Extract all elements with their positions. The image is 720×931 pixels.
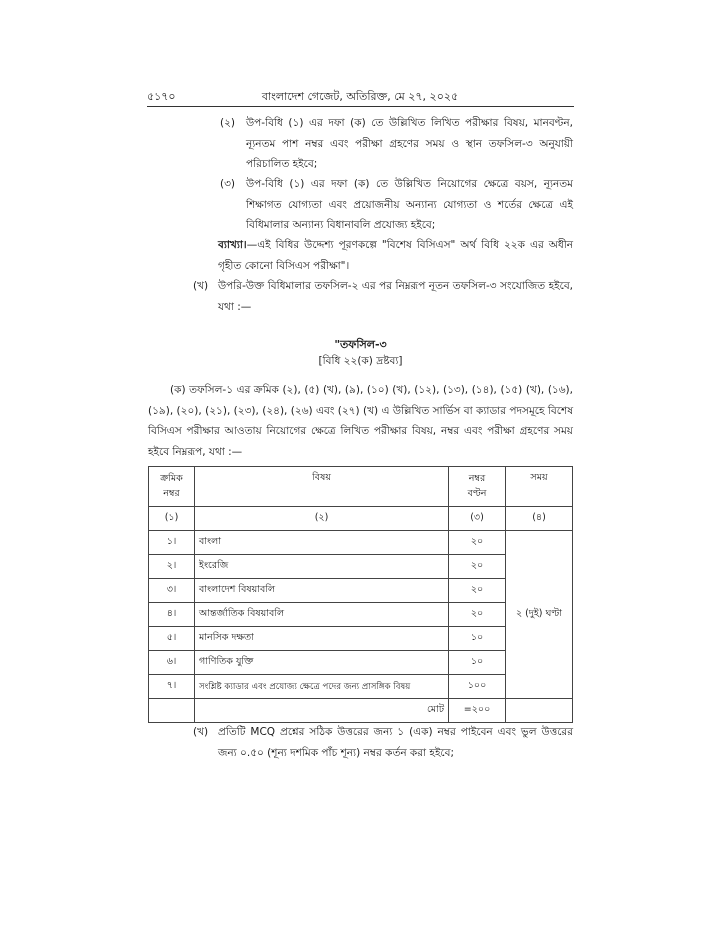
explanation-text: —এই বিধির উদ্দেশ্য পূরণকল্পে "বিশেষ বিসিএস" অর্থ বিধি ২২ক এর অধীন গৃহীত কোনো বিসিএস পরীক্ষা"। [218,239,573,272]
header-serial: ক্রমিক নম্বর [149,467,195,507]
row-marks: ১০ [449,627,506,651]
col-number-2: (২) [195,507,449,531]
header-marks: নম্বর বণ্টন [449,467,506,507]
row-serial: ৫। [149,627,195,651]
schedule-title: "তফসিল-৩ [334,338,387,351]
gazette-title: বাংলাদেশ গেজেট, অতিরিক্ত, মে ২৭, ২০২৫ [261,90,459,103]
clause-kha-text: উপরি-উক্ত বিধিমালার তফসিল-২ এর পর নিম্নরূপ নূতন তফসিল-৩ সংযোজিত হইবে, যথা :— [218,280,573,313]
col-number-3: (৩) [449,507,506,531]
table-header-row [149,467,573,507]
paragraph-ka: (ক) তফসিল-১ এর ক্রমিক (২), (৫) (খ), (৯), (১০) (খ), (১২), (১৩), (১৪), (১৫) (খ), (১৬), (১৯), (২০), (২১), (২৩), (২৪), (২৬) এবং (২৭) (খ) এ উল্লিখিত সার্ভিস বা ক্যাডার পদসমূহে বিশেষ বিসিএস পরীক্ষার আওতায় নিয়োগের ক্ষেত্রে লিখিত পরীক্ষার বিষয়, নম্বর এবং পরীক্ষা গ্রহণের সময় হইবে নিম্নরূপ, যথা :— [148,384,573,458]
row-subject: সংশ্লিষ্ট ক্যাডার এবং প্রযোজ্য ক্ষেত্রে পদের জন্য প্রাসঙ্গিক বিষয় [195,675,449,699]
schedule-reference: [বিধি ২২(ক) দ্রষ্টব্য] [318,355,403,367]
header-divider [147,106,574,107]
clause-2-number: (২) [220,117,236,129]
paragraph-kha-text: প্রতিটি MCQ প্রশ্নের সঠিক উত্তরের জন্য ১ (এক) নম্বর পাইবেন এবং ভুল উত্তরের জন্য ০.৫০ (শূন্য দশমিক পাঁচ শূন্য) নম্বর কর্তন করা হইবে; [218,726,573,759]
row-serial: ৬। [149,651,195,675]
row-subject: ইংরেজি [195,555,449,579]
table-row [149,531,573,555]
row-serial: ৪। [149,603,195,627]
header-subject: বিষয় [195,467,449,507]
row-marks: ১০০ [449,675,506,699]
clause-2-text: উপ-বিধি (১) এর দফা (ক) তে উল্লিখিত লিখিত পরীক্ষার বিষয়, মানবণ্টন, ন্যূনতম পাশ নম্বর এবং পরীক্ষা গ্রহণের সময় ও স্থান তফসিল-৩ অনুযায়ী পরিচালিত হইবে; [246,117,573,170]
row-marks: ২০ [449,603,506,627]
clause-3-number: (৩) [220,178,236,190]
row-serial: ৭। [149,675,195,699]
col-number-1: (১) [149,507,195,531]
marks-table [148,466,573,723]
row-serial: ২। [149,555,195,579]
page-number: ৫১৭০ [147,90,176,103]
explanation [218,235,573,276]
row-marks: ২০ [449,531,506,555]
row-marks: ২০ [449,555,506,579]
row-marks: ২০ [449,579,506,603]
total-label: মোট [195,699,449,723]
row-marks: ১০ [449,651,506,675]
row-subject: আন্তর্জাতিক বিষয়াবলি [195,603,449,627]
column-number-row [149,507,573,531]
row-serial: ১। [149,531,195,555]
row-subject: মানসিক দক্ষতা [195,627,449,651]
row-subject: বাংলা [195,531,449,555]
row-subject: গাণিতিক যুক্তি [195,651,449,675]
col-number-4: (৪) [506,507,573,531]
header-time: সময় [506,467,573,507]
paragraph-kha-number: (খ) [193,726,209,738]
time-cell: ২ (দুই) ঘণ্টা [506,531,573,699]
clause-kha-number: (খ) [193,280,209,292]
row-serial: ৩। [149,579,195,603]
explanation-label: ব্যাখ্যা। [218,239,247,251]
total-empty-cell [149,699,195,723]
clause-3-text: উপ-বিধি (১) এর দফা (ক) তে উল্লিখিত নিয়োগের ক্ষেত্রে বয়স, ন্যূনতম শিক্ষাগত যোগ্যতা এবং প্রয়োজনীয় অন্যান্য যোগ্যতা ও শর্তের ক্ষেত্রে এই বিধিমালার অন্যান্য বিধানাবলি প্রযোজ্য হইবে; [246,178,573,231]
row-subject: বাংলাদেশ বিষয়াবলি [195,579,449,603]
total-time-empty [506,699,573,723]
total-row [149,699,573,723]
total-value: =২০০ [449,699,506,723]
